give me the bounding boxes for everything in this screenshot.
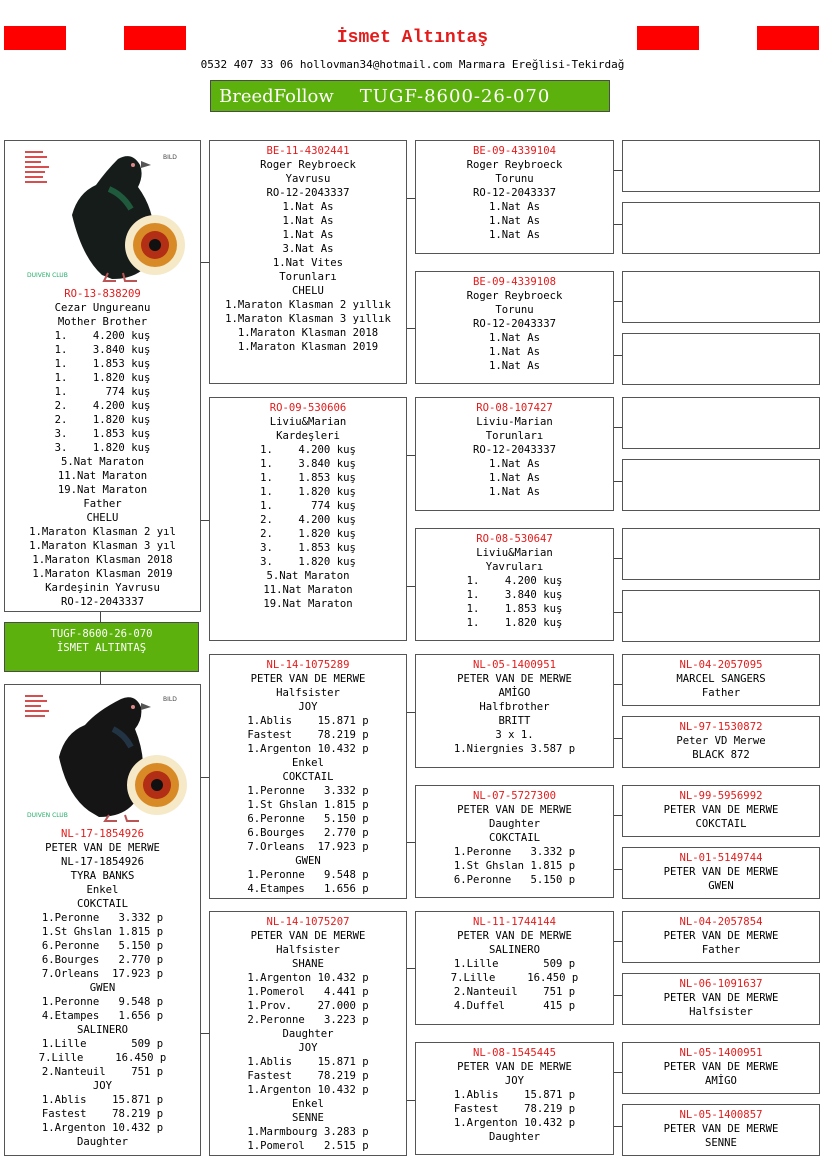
detail-line: Liviu-Marian [476,416,553,428]
ancestor-card[interactable] [622,1104,820,1156]
detail-line: COKCTAIL [282,771,334,783]
grandparent-card[interactable] [209,140,407,384]
detail-line: Halfsister [276,687,340,699]
detail-line: 6.Peronne 5.150 p [41,940,164,952]
connector-line [614,995,622,996]
detail-line: 1.Maraton Klasman 2 yıllık [225,299,391,311]
detail-line: Yavrusu [285,173,331,185]
great-grandparent-card[interactable] [415,1042,614,1155]
connector-line [614,869,622,870]
detail-line: 1.St Ghslan 1.815 p [247,799,369,811]
detail-line: PETER VAN DE MERWE [250,930,366,942]
detail-line: 1.Nat As [488,229,541,241]
connector-line [100,672,101,684]
detail-line: Fastest 78.219 p [41,1108,164,1120]
detail-line: RO-12-2043337 [473,444,556,456]
grandparent-card[interactable] [209,911,407,1156]
connector-line [407,1100,415,1101]
detail-line: 1. 1.820 kuş [260,486,356,498]
detail-line: 1.Nat As [282,201,334,213]
ring-id: NL-11-1744144 [473,916,556,928]
detail-line: Cezar Ungureanu [54,302,151,314]
detail-line: 2. 4.200 kuş [260,514,356,526]
detail-line: Halfsister [689,1006,753,1018]
great-grandparent-card[interactable] [415,271,614,384]
detail-line: 1.Maraton Klasman 2018 [237,327,379,339]
detail-line: 2.Nanteuil 751 p [41,1066,164,1078]
detail-line: 1.Nat Vites [272,257,344,269]
detail-line: 1.Nat As [488,332,541,344]
detail-line: Kardeşinin Yavrusu [45,582,160,594]
ancestor-card[interactable] [622,333,820,385]
detail-line: COKCTAIL [76,898,129,910]
connector-line [614,684,622,685]
detail-line: 1.Nat As [488,201,541,213]
ancestor-card[interactable] [622,911,820,963]
detail-line: 2. 1.820 kuş [54,414,151,426]
detail-line: 1.Argenton 10.432 p [247,743,369,755]
detail-line: Torunları [279,271,337,283]
ancestor-card[interactable] [622,590,820,642]
ring-id: NL-06-1091637 [679,978,763,990]
connector-line [614,612,622,613]
detail-line: Torunu [495,173,534,185]
ancestor-card[interactable] [622,202,820,254]
connector-line [614,481,622,482]
detail-line: PETER VAN DE MERWE [663,1061,779,1073]
detail-line: 3. 1.853 kuş [260,542,356,554]
owner-card[interactable] [4,622,199,672]
detail-line: PETER VAN DE MERWE [45,842,160,854]
detail-line: 1.Peronne 3.332 p [247,785,369,797]
detail-line: 1.Pomerol 4.441 p [247,986,369,998]
connector-line [407,198,415,199]
svg-text:BILD: BILD [162,154,177,161]
detail-line: 2.Nanteuil 751 p [453,986,576,998]
detail-line: Liviu&Marian [269,416,347,428]
detail-line: 1.Maraton Klasman 2 yıl [29,526,176,538]
detail-line: 6.Bourges 2.770 p [247,827,369,839]
detail-line: JOY [298,701,318,713]
connector-line [614,355,622,356]
detail-line: 1.Nat As [488,215,541,227]
detail-line: Daughter [488,1131,541,1143]
connector-line [100,612,101,622]
detail-line: PETER VAN DE MERWE [457,930,572,942]
detail-line: Roger Reybroeck [466,290,563,302]
detail-line: 1.Pomerol 2.515 p [247,1140,369,1152]
detail-line: GWEN [89,982,116,994]
great-grandparent-card[interactable] [415,654,614,768]
detail-line: CHELU [86,512,119,524]
detail-line: 11.Nat Maraton [263,584,353,596]
ring-id: BE-09-4339104 [473,145,556,157]
ancestor-card[interactable] [622,847,820,899]
detail-line: 1.Maraton Klasman 3 yıl [29,540,176,552]
detail-line: 1.Ablis 15.871 p [247,1056,369,1068]
detail-line: 11.Nat Maraton [57,470,148,482]
detail-line: 1.Nat As [488,458,541,470]
connector-line [201,520,209,521]
connector-line [614,1126,622,1127]
detail-line: BLACK 872 [692,749,750,761]
ring-id: BE-09-4339108 [473,276,556,288]
connector-line [614,941,622,942]
owner-code: TUGF-8600-26-070 [50,628,153,640]
detail-line: Father [701,687,741,699]
detail-line: 6.Bourges 2.770 p [41,954,164,966]
detail-line: 1. 1.853 kuş [260,472,356,484]
detail-line: Enkel [292,1098,324,1110]
detail-line: GWEN [708,880,734,892]
detail-line: 1. 1.853 kuş [466,603,563,615]
detail-line: Peter VD Merwe [676,735,766,747]
detail-line: Enkel [86,884,119,896]
ancestor-card[interactable] [622,459,820,511]
detail-line: JOY [92,1080,113,1092]
detail-line: 6.Peronne 5.150 p [453,874,576,886]
detail-line: PETER VAN DE MERWE [457,804,572,816]
detail-line: 1.Ablis 15.871 p [41,1094,164,1106]
ring-id: BE-11-4302441 [266,145,350,157]
detail-line: Halfbrother [479,701,550,713]
detail-line: RO-12-2043337 [473,187,556,199]
ring-id: NL-04-2057854 [679,916,763,928]
great-grandparent-card[interactable] [415,528,614,641]
ancestor-card[interactable] [622,716,820,768]
detail-line: 1.Peronne 9.548 p [41,996,164,1008]
detail-line: 4.Duffel 415 p [453,1000,576,1012]
details [5,841,200,1149]
detail-line: Liviu&Marian [476,547,553,559]
detail-line: PETER VAN DE MERWE [663,930,779,942]
detail-line: Torunları [485,430,544,442]
detail-line: Fastest 78.219 p [247,1070,369,1082]
detail-line: 1. 1.820 kuş [54,372,151,384]
detail-line: RO-12-2043337 [266,187,350,199]
detail-line: 1.Lille 509 p [41,1038,164,1050]
detail-line: AMİGO [498,687,531,699]
detail-line: 1.Lille 509 p [453,958,576,970]
detail-line: PETER VAN DE MERWE [663,866,779,878]
detail-line: 3.Nat As [282,243,334,255]
detail-line: Daughter [488,818,541,830]
detail-line: COKCTAIL [488,832,541,844]
ring-code: TUGF-8600-26-070 [359,85,551,107]
pigeon-photo [13,689,193,825]
detail-line: 1.St Ghslan 1.815 p [41,926,164,938]
ring-id: NL-97-1530872 [679,721,763,733]
detail-line: 1. 3.840 kuş [466,589,563,601]
grandparent-card[interactable] [209,397,407,641]
breeder-contact: 0532 407 33 06 hollovman34@hotmail.com Marmara Ereğlisi-Tekirdağ [200,58,625,71]
detail-line: 1. 3.840 kuş [260,458,356,470]
ring-id: NL-14-1075207 [266,916,350,928]
detail-line: 1.Argenton 10.432 p [247,1084,369,1096]
connector-line [201,262,209,263]
breeder-name: İsmet Altıntaş [336,28,489,48]
detail-line: Fastest 78.219 p [247,729,369,741]
ancestor-card[interactable] [622,785,820,837]
detail-line: 1.Argenton 10.432 p [41,1122,164,1134]
detail-line: PETER VAN DE MERWE [457,1061,572,1073]
detail-line: Enkel [292,757,324,769]
detail-line: 1.Argenton 10.432 p [453,1117,576,1129]
detail-line: Torunu [495,304,534,316]
connector-line [407,712,415,713]
connector-line [614,427,622,428]
detail-line: 19.Nat Maraton [57,484,148,496]
detail-line: 2. 1.820 kuş [260,528,356,540]
detail-line: 1. 3.840 kuş [54,344,151,356]
detail-line: 3. 1.853 kuş [54,428,151,440]
detail-line: RO-12-2043337 [61,596,144,608]
detail-line: 1.Nat As [282,215,334,227]
ring-id: NL-08-1545445 [473,1047,556,1059]
detail-line: 1. 774 kuş [260,500,356,512]
detail-line: 7.Orleans 17.923 p [247,841,369,853]
connector-line [614,301,622,302]
detail-line: 1.Prov. 27.000 p [247,1000,369,1012]
detail-line: 3. 1.820 kuş [54,442,151,454]
detail-line: SHANE [292,958,324,970]
detail-line: SALINERO [488,944,541,956]
detail-line: 1.Peronne 3.332 p [41,912,164,924]
ancestor-card[interactable] [622,528,820,580]
svg-text:DUIVEN CLUB: DUIVEN CLUB [26,272,68,279]
connector-line [407,586,415,587]
ring-id: RO-08-530647 [476,533,553,545]
connector-line [614,558,622,559]
detail-line: Yavruları [485,561,544,573]
detail-line: Roger Reybroeck [260,159,356,171]
owner-name: İSMET ALTINTAŞ [56,642,147,654]
detail-line: 1.Nat As [488,472,541,484]
detail-line: 1.Marmbourg 3.283 p [247,1126,369,1138]
detail-line: Fastest 78.219 p [453,1103,576,1115]
detail-line: 1. 4.200 kuş [260,444,356,456]
detail-line: 6.Peronne 5.150 p [247,813,369,825]
detail-line: 1. 1.820 kuş [466,617,563,629]
detail-line: 1.Ablis 15.871 p [247,715,369,727]
detail-line: 1.St Ghslan 1.815 p [453,860,576,872]
detail-line: 1. 4.200 kuş [54,330,151,342]
svg-text:DUIVEN CLUB: DUIVEN CLUB [26,812,68,819]
detail-line: 4.Etampes 1.656 p [41,1010,164,1022]
detail-line: 1.Peronne 3.332 p [453,846,576,858]
connector-line [407,455,415,456]
detail-line: GWEN [295,855,321,867]
detail-line: 19.Nat Maraton [263,598,353,610]
sire-card[interactable] [4,140,201,612]
detail-line: SENNE [292,1112,324,1124]
connector-line [614,170,622,171]
connector-line [614,815,622,816]
detail-line: 2. 4.200 kuş [54,400,151,412]
detail-line: 1.Nat As [488,486,541,498]
detail-line: Roger Reybroeck [466,159,563,171]
detail-line: 2.Peronne 3.223 p [247,1014,369,1026]
detail-line: 1.Nat As [488,360,541,372]
detail-line: SALINERO [76,1024,129,1036]
detail-line: 1.Maraton Klasman 2019 [32,568,173,580]
great-grandparent-card[interactable] [415,140,614,254]
detail-line: Father [701,944,741,956]
detail-line: Daughter [282,1028,334,1040]
detail-line: Halfsister [276,944,340,956]
connector-line [614,1072,622,1073]
ancestor-card[interactable] [622,654,820,706]
ring-id: NL-05-1400951 [679,1047,763,1059]
connector-line [201,777,209,778]
ring-id: RO-09-530606 [269,402,347,414]
detail-line: PETER VAN DE MERWE [663,804,779,816]
ring-id: NL-14-1075289 [266,659,350,671]
detail-line: 1.Nat As [282,229,334,241]
ring-id: NL-17-1854926 [61,828,144,840]
detail-line: 1. 774 kuş [54,386,151,398]
detail-line: JOY [298,1042,318,1054]
ring-id: RO-08-107427 [476,402,553,414]
detail-line: 1.Maraton Klasman 2019 [237,341,379,353]
detail-line: 5.Nat Maraton [61,456,144,468]
detail-line: PETER VAN DE MERWE [457,673,572,685]
detail-line: PETER VAN DE MERWE [250,673,366,685]
pedigree-banner [210,80,610,112]
detail-line: JOY [504,1075,525,1087]
detail-line: 1. 4.200 kuş [466,575,563,587]
great-grandparent-card[interactable] [415,785,614,898]
detail-line: BRITT [498,715,531,727]
ring-id: NL-99-5956992 [679,790,763,802]
detail-line: 3. 1.820 kuş [260,556,356,568]
detail-line: 1.Niergnies 3.587 p [453,743,576,755]
connector-line [614,224,622,225]
detail-line: COKCTAIL [695,818,747,830]
connector-line [201,1033,209,1034]
great-grandparent-card[interactable] [415,397,614,511]
ring-id: RO-13-838209 [64,288,141,300]
detail-line: 4.Etampes 1.656 p [247,883,369,895]
detail-line: 7.Orleans 17.923 p [41,968,164,980]
detail-line: 1.Maraton Klasman 2018 [32,554,173,566]
ancestor-card[interactable] [622,973,820,1025]
ring-id: NL-05-1400857 [679,1109,763,1121]
detail-line: PETER VAN DE MERWE [663,1123,779,1135]
detail-line: SENNE [705,1137,737,1149]
ring-id: NL-01-5149744 [679,852,763,864]
great-grandparent-card[interactable] [415,911,614,1025]
detail-line: Father [83,498,122,510]
detail-line: RO-12-2043337 [473,318,556,330]
detail-line: TYRA BANKS [70,870,135,882]
detail-line: Kardeşleri [276,430,340,442]
connector-line [614,738,622,739]
details [5,301,200,609]
detail-line: 1.Argenton 10.432 p [247,972,369,984]
detail-line: 7.Lille 16.450 p [38,1052,167,1064]
detail-line: PETER VAN DE MERWE [663,992,779,1004]
brand-label: BreedFollow [219,85,334,107]
detail-line: CHELU [292,285,324,297]
ancestor-card[interactable] [622,271,820,323]
ring-id: NL-05-1400951 [473,659,556,671]
detail-line: AMİGO [705,1075,737,1087]
ancestor-card[interactable] [622,1042,820,1094]
connector-line [407,968,415,969]
detail-line: 1.Peronne 9.548 p [247,869,369,881]
detail-line: MARCEL SANGERS [676,673,766,685]
grandparent-card[interactable] [209,654,407,899]
detail-line: Daughter [76,1136,129,1148]
dam-card[interactable] [4,684,201,1156]
connector-line [407,842,415,843]
detail-line: 1. 1.853 kuş [54,358,151,370]
detail-line: NL-17-1854926 [61,856,144,868]
svg-text:BILD: BILD [162,696,177,703]
detail-line: 5.Nat Maraton [266,570,350,582]
ancestor-card[interactable] [622,140,820,192]
ring-id: NL-07-5727300 [473,790,556,802]
detail-line: Mother Brother [57,316,148,328]
detail-line: 1.Nat As [488,346,541,358]
detail-line: 7.Lille 16.450 p [450,972,579,984]
detail-line: 3 x 1. [495,729,534,741]
detail-line: 1.Ablis 15.871 p [453,1089,576,1101]
ring-id: NL-04-2057095 [679,659,763,671]
connector-line [407,328,415,329]
pigeon-photo [13,145,193,285]
detail-line: 1.Maraton Klasman 3 yıllık [225,313,391,325]
ancestor-card[interactable] [622,397,820,449]
